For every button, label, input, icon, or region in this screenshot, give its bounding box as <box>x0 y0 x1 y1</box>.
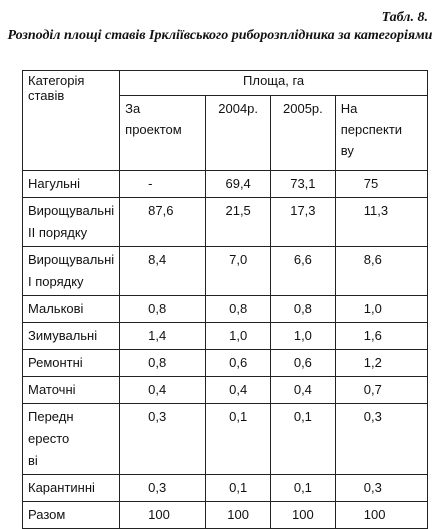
category-line: Вирощувальні <box>28 252 115 267</box>
category-line: Разом <box>28 507 66 522</box>
category-line: II порядку <box>28 225 88 240</box>
value-cell: 0,6 <box>271 350 336 377</box>
column-header-line: За <box>125 101 141 116</box>
table-row <box>23 404 428 475</box>
value-cell: 75 <box>335 171 427 198</box>
value-cell: 1,0 <box>271 323 336 350</box>
table-row <box>23 475 428 502</box>
column-header-line: ву <box>340 143 354 158</box>
table-row <box>23 171 428 198</box>
value-cell: 17,3 <box>271 198 336 247</box>
area-header: Площа, га <box>120 71 428 96</box>
value-cell: 0,8 <box>271 296 336 323</box>
value-cell: 0,7 <box>335 377 427 404</box>
category-line: I порядку <box>28 274 84 289</box>
value-cell: 1,0 <box>335 296 427 323</box>
value-cell: 0,3 <box>335 404 427 475</box>
column-header-line: На <box>340 101 358 116</box>
column-header <box>271 96 336 171</box>
value-cell: 87,6 <box>120 198 206 247</box>
value-cell: 0,1 <box>206 475 271 502</box>
table-number: Табл. 8. <box>381 10 428 25</box>
value-cell: 0,3 <box>120 404 206 475</box>
category-cell <box>23 247 120 296</box>
value-cell: 8,4 <box>120 247 206 296</box>
column-header <box>120 96 206 171</box>
category-cell <box>23 323 120 350</box>
column-header-line: 2005р. <box>283 101 323 116</box>
category-header <box>23 71 120 171</box>
category-line: Передн ересто <box>28 409 74 446</box>
value-cell: 0,4 <box>120 377 206 404</box>
column-header-line: 2004р. <box>218 101 259 116</box>
value-cell: 73,1 <box>271 171 336 198</box>
value-cell: 0,4 <box>271 377 336 404</box>
category-line: ві <box>28 453 38 468</box>
column-header-line: проектом <box>125 122 182 137</box>
table-body <box>23 171 428 529</box>
value-cell: 0,8 <box>120 350 206 377</box>
category-line: Зимувальні <box>28 328 98 343</box>
value-cell: 1,4 <box>120 323 206 350</box>
value-cell: 0,4 <box>206 377 271 404</box>
table-row <box>23 502 428 529</box>
value-cell: 69,4 <box>206 171 271 198</box>
table-row <box>23 247 428 296</box>
category-cell <box>23 350 120 377</box>
category-cell <box>23 404 120 475</box>
table-row <box>23 350 428 377</box>
column-header-line: перспекти <box>340 122 403 137</box>
category-cell <box>23 502 120 529</box>
table-row <box>23 296 428 323</box>
value-cell: 0,1 <box>271 404 336 475</box>
value-cell: 100 <box>120 502 206 529</box>
category-cell <box>23 198 120 247</box>
category-cell <box>23 377 120 404</box>
value-cell: 0,3 <box>120 475 206 502</box>
value-cell: 100 <box>206 502 271 529</box>
value-cell: 0,6 <box>206 350 271 377</box>
value-cell: 21,5 <box>206 198 271 247</box>
category-line: Малькові <box>28 301 84 316</box>
category-line: Нагульні <box>28 176 80 191</box>
category-header-line: ставів <box>28 88 65 103</box>
value-cell: 1,2 <box>335 350 427 377</box>
table-row <box>23 377 428 404</box>
category-cell <box>23 475 120 502</box>
value-cell: - <box>120 171 206 198</box>
value-cell: 0,1 <box>206 404 271 475</box>
category-header-line: Категорія <box>28 73 85 88</box>
category-line: Маточні <box>28 382 76 397</box>
value-cell: 11,3 <box>335 198 427 247</box>
value-cell: 7,0 <box>206 247 271 296</box>
value-cell: 1,0 <box>206 323 271 350</box>
value-cell: 1,6 <box>335 323 427 350</box>
table-row <box>23 323 428 350</box>
category-line: Карантинні <box>28 480 95 495</box>
column-header <box>335 96 427 171</box>
category-cell <box>23 171 120 198</box>
category-line: Вирощувальні <box>28 203 115 218</box>
value-cell: 100 <box>335 502 427 529</box>
value-cell: 0,8 <box>120 296 206 323</box>
value-cell: 0,1 <box>271 475 336 502</box>
value-cell: 8,6 <box>335 247 427 296</box>
table-caption: Розподіл площі ставів Ірклiївського риборозплідника за категоріями <box>7 28 433 43</box>
category-line: Ремонтні <box>28 355 83 370</box>
category-cell <box>23 296 120 323</box>
column-header <box>206 96 271 171</box>
value-cell: 0,8 <box>206 296 271 323</box>
value-cell: 0,3 <box>335 475 427 502</box>
table-row <box>23 198 428 247</box>
area-table <box>22 70 428 529</box>
value-cell: 6,6 <box>271 247 336 296</box>
value-cell: 100 <box>271 502 336 529</box>
